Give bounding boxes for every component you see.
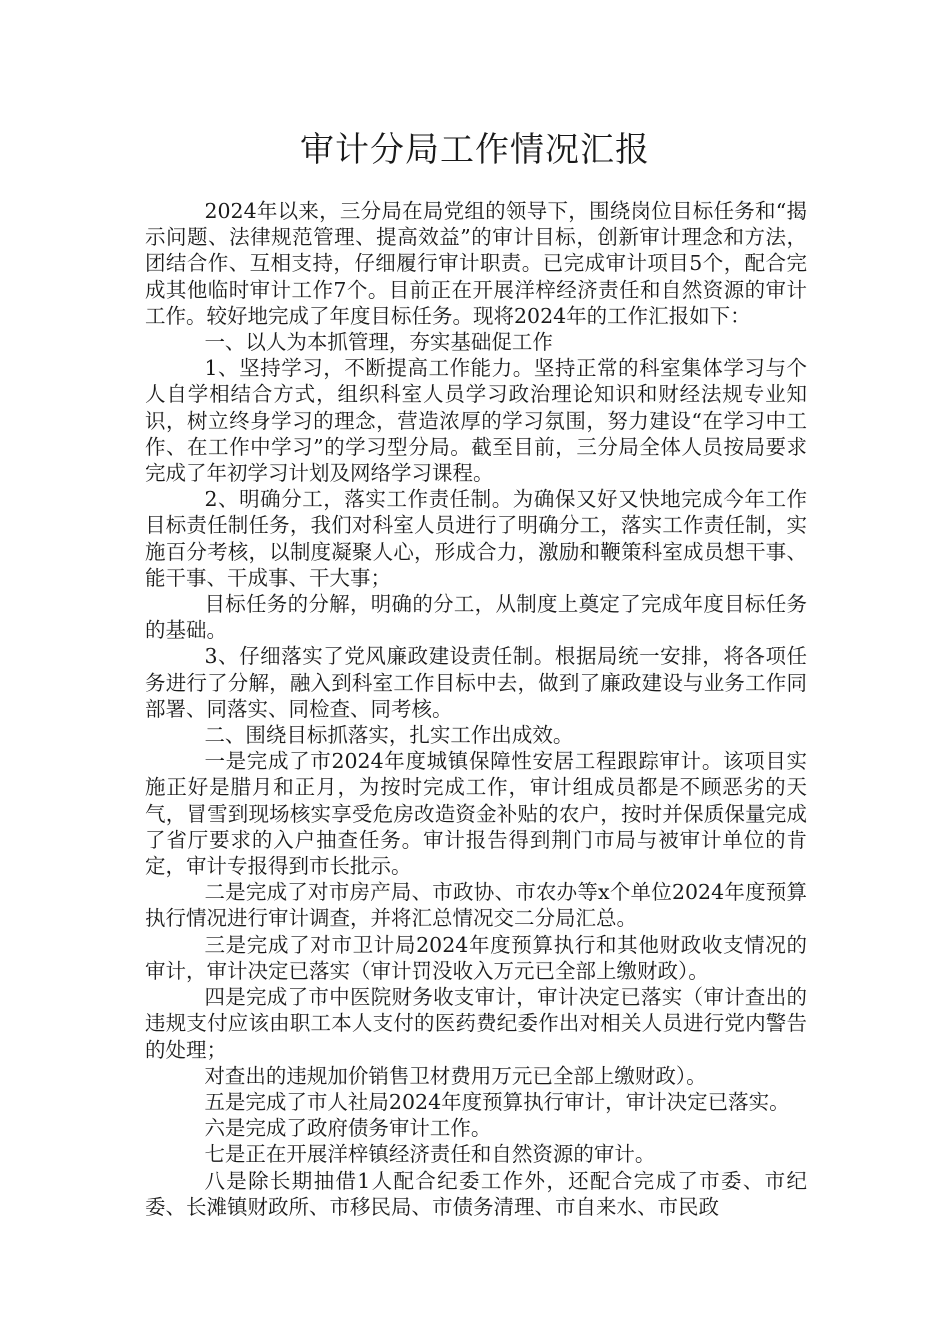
- paragraph: 二是完成了对市房产局、市政协、市农办等x个单位2024年度预算执行情况进行审计调查，并将汇总情况交二分局汇总。: [145, 880, 807, 931]
- paragraph: 四是完成了市中医院财务收支审计，审计决定已落实（审计查出的违规支付应该由职工本人支付的医药费纪委作出对相关人员进行党内警告的处理；: [145, 985, 807, 1062]
- paragraph: 对查出的违规加价销售卫材费用万元已全部上缴财政）。: [204, 1063, 707, 1088]
- paragraph: 1、坚持学习，不断提高工作能力。坚持正常的科室集体学习与个人自学相结合方式，组织科室人员学习政治理论知识和财经法规专业知识，树立终身学习的理念，营造浓厚的学习氛围，努力建设“在学习中工作、在工作中学习”的学习型分局。截至目前，三分局全体人员按局要求完成了年初学习计划及网络学习课程。: [145, 356, 807, 486]
- paragraph: 三是完成了对市卫计局2024年度预算执行和其他财政收支情况的审计，审计决定已落实（审计罚没收入万元已全部上缴财政）。: [145, 932, 807, 983]
- paragraph: 目标任务的分解，明确的分工，从制度上奠定了完成年度目标任务的基础。: [145, 592, 807, 643]
- section-heading: 二、围绕目标抓落实，扎实工作出成效。: [204, 723, 574, 748]
- paragraph: 一是完成了市2024年度城镇保障性安居工程跟踪审计。该项目实施正好是腊月和正月，为按时完成工作，审计组成员都是不顾恶劣的天气，冒雪到现场核实享受危房改造资金补贴的农户，按时并保质保量完成了省厅要求的入户抽查任务。审计报告得到荆门市局与被审计单位的肯定，审计专报得到市长批示。: [145, 749, 807, 879]
- paragraph: 六是完成了政府债务审计工作。: [204, 1116, 492, 1141]
- page-title: 审计分局工作情况汇报: [300, 130, 650, 170]
- section-heading: 一、以人为本抓管理，夯实基础促工作: [204, 330, 553, 355]
- paragraph: 八是除长期抽借1人配合纪委工作外，还配合完成了市委、市纪委、长滩镇财政所、市移民局、市债务清理、市自来水、市民政: [145, 1168, 807, 1219]
- paragraph: 3、仔细落实了党风廉政建设责任制。根据局统一安排，将各项任务进行了分解，融入到科室工作目标中去，做到了廉政建设与业务工作同部署、同落实、同检查、同考核。: [145, 644, 807, 721]
- paragraph: 2、明确分工，落实工作责任制。为确保又好又快地完成今年工作目标责任制任务，我们对科室人员进行了明确分工，落实工作责任制，实施百分考核，以制度凝聚人心，形成合力，激励和鞭策科室成员想干事、能干事、干成事、干大事；: [145, 487, 807, 590]
- paragraph: 五是完成了市人社局2024年度预算执行审计，审计决定已落实。: [204, 1089, 790, 1114]
- paragraph: 七是正在开展洋梓镇经济责任和自然资源的审计。: [204, 1142, 656, 1167]
- paragraph: 2024年以来，三分局在局党组的领导下，围绕岗位目标任务和“揭示问题、法律规范管理、提高效益”的审计目标，创新审计理念和方法，团结合作、互相支持，仔细履行审计职责。已完成审计项目5个，配合完成其他临时审计工作7个。目前正在开展洋梓经济责任和自然资源的审计工作。较好地完成了年度目标任务。现将2024年的工作汇报如下：: [145, 199, 807, 328]
- document-body: [145, 198, 807, 1220]
